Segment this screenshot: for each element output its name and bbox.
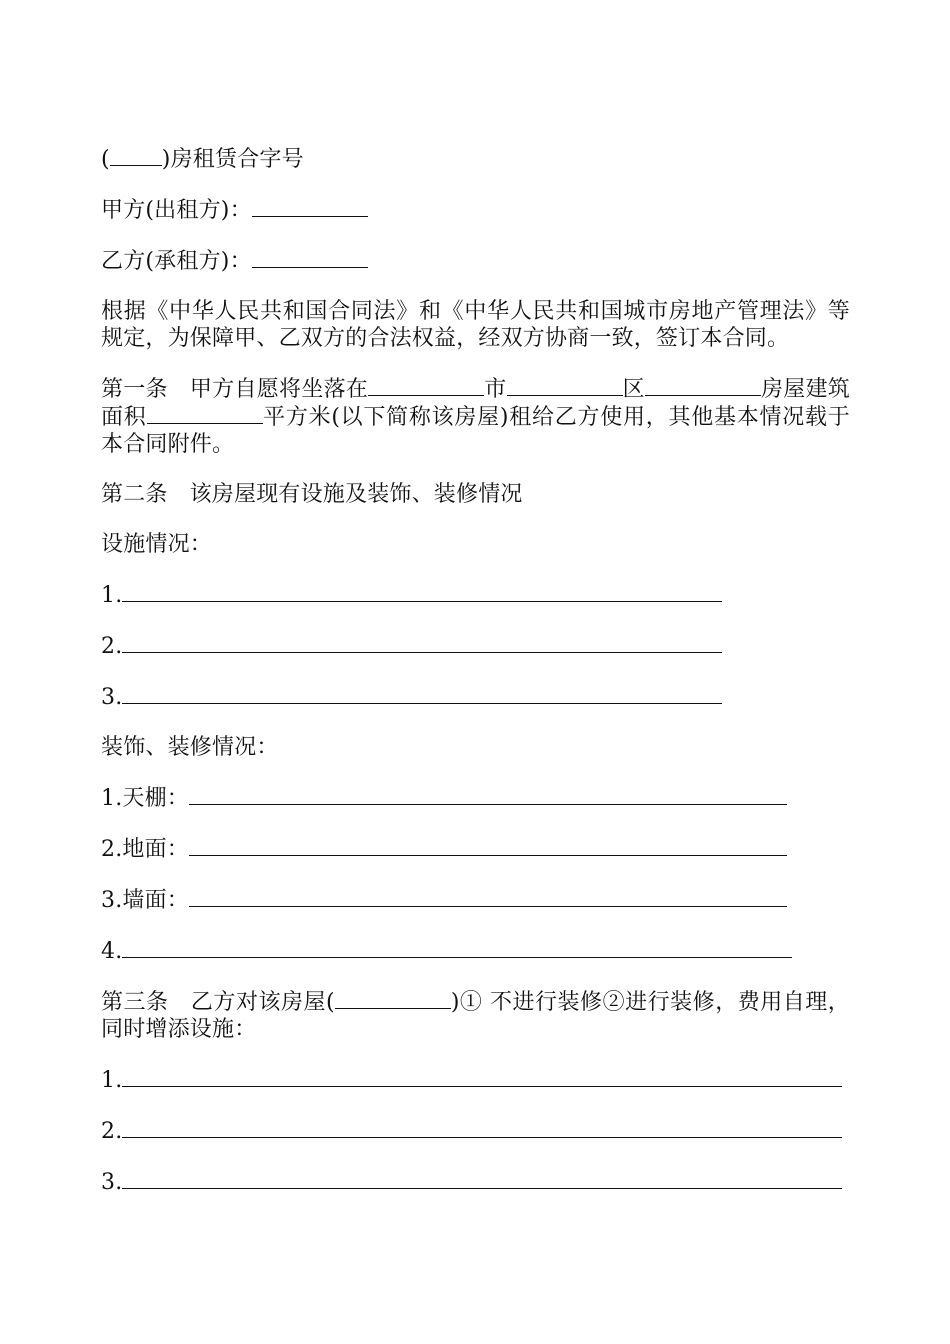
article-3-title: 第三条	[101, 990, 169, 1015]
decoration-item-blank	[189, 784, 787, 805]
article-3-blank	[335, 988, 451, 1009]
decoration-item-blank	[189, 886, 787, 907]
article-1-text-3: 平方米(以下简称该房屋)租给乙方使用，其他基本情况载于本合同附件。	[101, 405, 850, 457]
facilities-item-blank	[122, 581, 722, 602]
facilities-item-blank	[122, 632, 722, 653]
facilities-item-number: 3.	[101, 685, 123, 710]
contract-number-prefix: (	[101, 147, 110, 172]
added-facility-blank	[122, 1168, 842, 1189]
party-a-line	[101, 196, 850, 224]
facilities-item-number: 2.	[101, 634, 123, 659]
added-facility-number: 2.	[101, 1119, 123, 1144]
decoration-label: 装饰、装修情况：	[101, 735, 279, 760]
facilities-item	[101, 581, 850, 609]
facilities-item	[101, 632, 850, 660]
added-facility-item	[101, 1066, 850, 1094]
article-3-paragraph	[101, 988, 850, 1043]
article-1-text-2: 房屋建筑面积	[101, 377, 850, 430]
facilities-item-blank	[122, 683, 722, 704]
article-1-district-blank	[645, 375, 761, 396]
article-1-city: 市	[484, 377, 507, 402]
article-2-heading	[101, 481, 850, 508]
contract-number-suffix: )房租赁合字号	[161, 147, 304, 172]
decoration-item	[101, 784, 850, 812]
decoration-item	[101, 937, 850, 965]
party-b-blank	[252, 247, 368, 268]
added-facility-item	[101, 1168, 850, 1196]
facilities-label: 设施情况：	[101, 532, 213, 557]
party-a-label: 甲方(出租方)：	[101, 198, 252, 223]
article-1-district: 区	[622, 377, 645, 402]
party-b-label: 乙方(承租方)：	[101, 249, 252, 274]
decoration-item-label: 4.	[101, 939, 123, 964]
article-1-city-blank	[507, 375, 623, 396]
article-1-area-blank	[147, 403, 263, 424]
party-a-blank	[252, 196, 368, 217]
added-facility-blank	[122, 1066, 842, 1087]
article-3-text-1: 乙方对该房屋(	[190, 990, 335, 1015]
article-2-title: 第二条	[101, 482, 168, 507]
article-1-location-blank	[368, 375, 484, 396]
contract-number-blank	[110, 145, 162, 166]
facilities-item-number: 1.	[101, 583, 123, 608]
added-facility-blank	[122, 1117, 842, 1138]
decoration-item-label: 1.天棚：	[101, 786, 189, 811]
added-facility-number: 3.	[101, 1170, 123, 1195]
contract-body	[101, 145, 850, 1219]
article-1-text-1: 甲方自愿将坐落在	[189, 377, 369, 402]
article-3-text-2: )① 不进行装修②进行装修，费用自理，同时增添设施：	[101, 990, 851, 1042]
added-facility-number: 1.	[101, 1068, 123, 1093]
contract-number-line	[101, 145, 850, 173]
decoration-item-blank	[189, 835, 787, 856]
party-b-line	[101, 247, 850, 275]
article-1-title: 第一条	[101, 377, 168, 402]
facilities-item	[101, 683, 850, 711]
decoration-item	[101, 835, 850, 863]
added-facility-item	[101, 1117, 850, 1145]
article-2-text: 该房屋现有设施及装饰、装修情况	[189, 482, 523, 507]
preamble-paragraph: 根据《中华人民共和国合同法》和《中华人民共和国城市房地产管理法》等规定，为保障甲、乙双方的合法权益，经双方协商一致，签订本合同。	[101, 299, 850, 351]
decoration-item	[101, 886, 850, 914]
decoration-item-label: 3.墙面：	[101, 888, 189, 913]
decoration-item-blank	[122, 937, 792, 958]
decoration-item-label: 2.地面：	[101, 837, 189, 862]
article-1-paragraph	[101, 375, 850, 458]
